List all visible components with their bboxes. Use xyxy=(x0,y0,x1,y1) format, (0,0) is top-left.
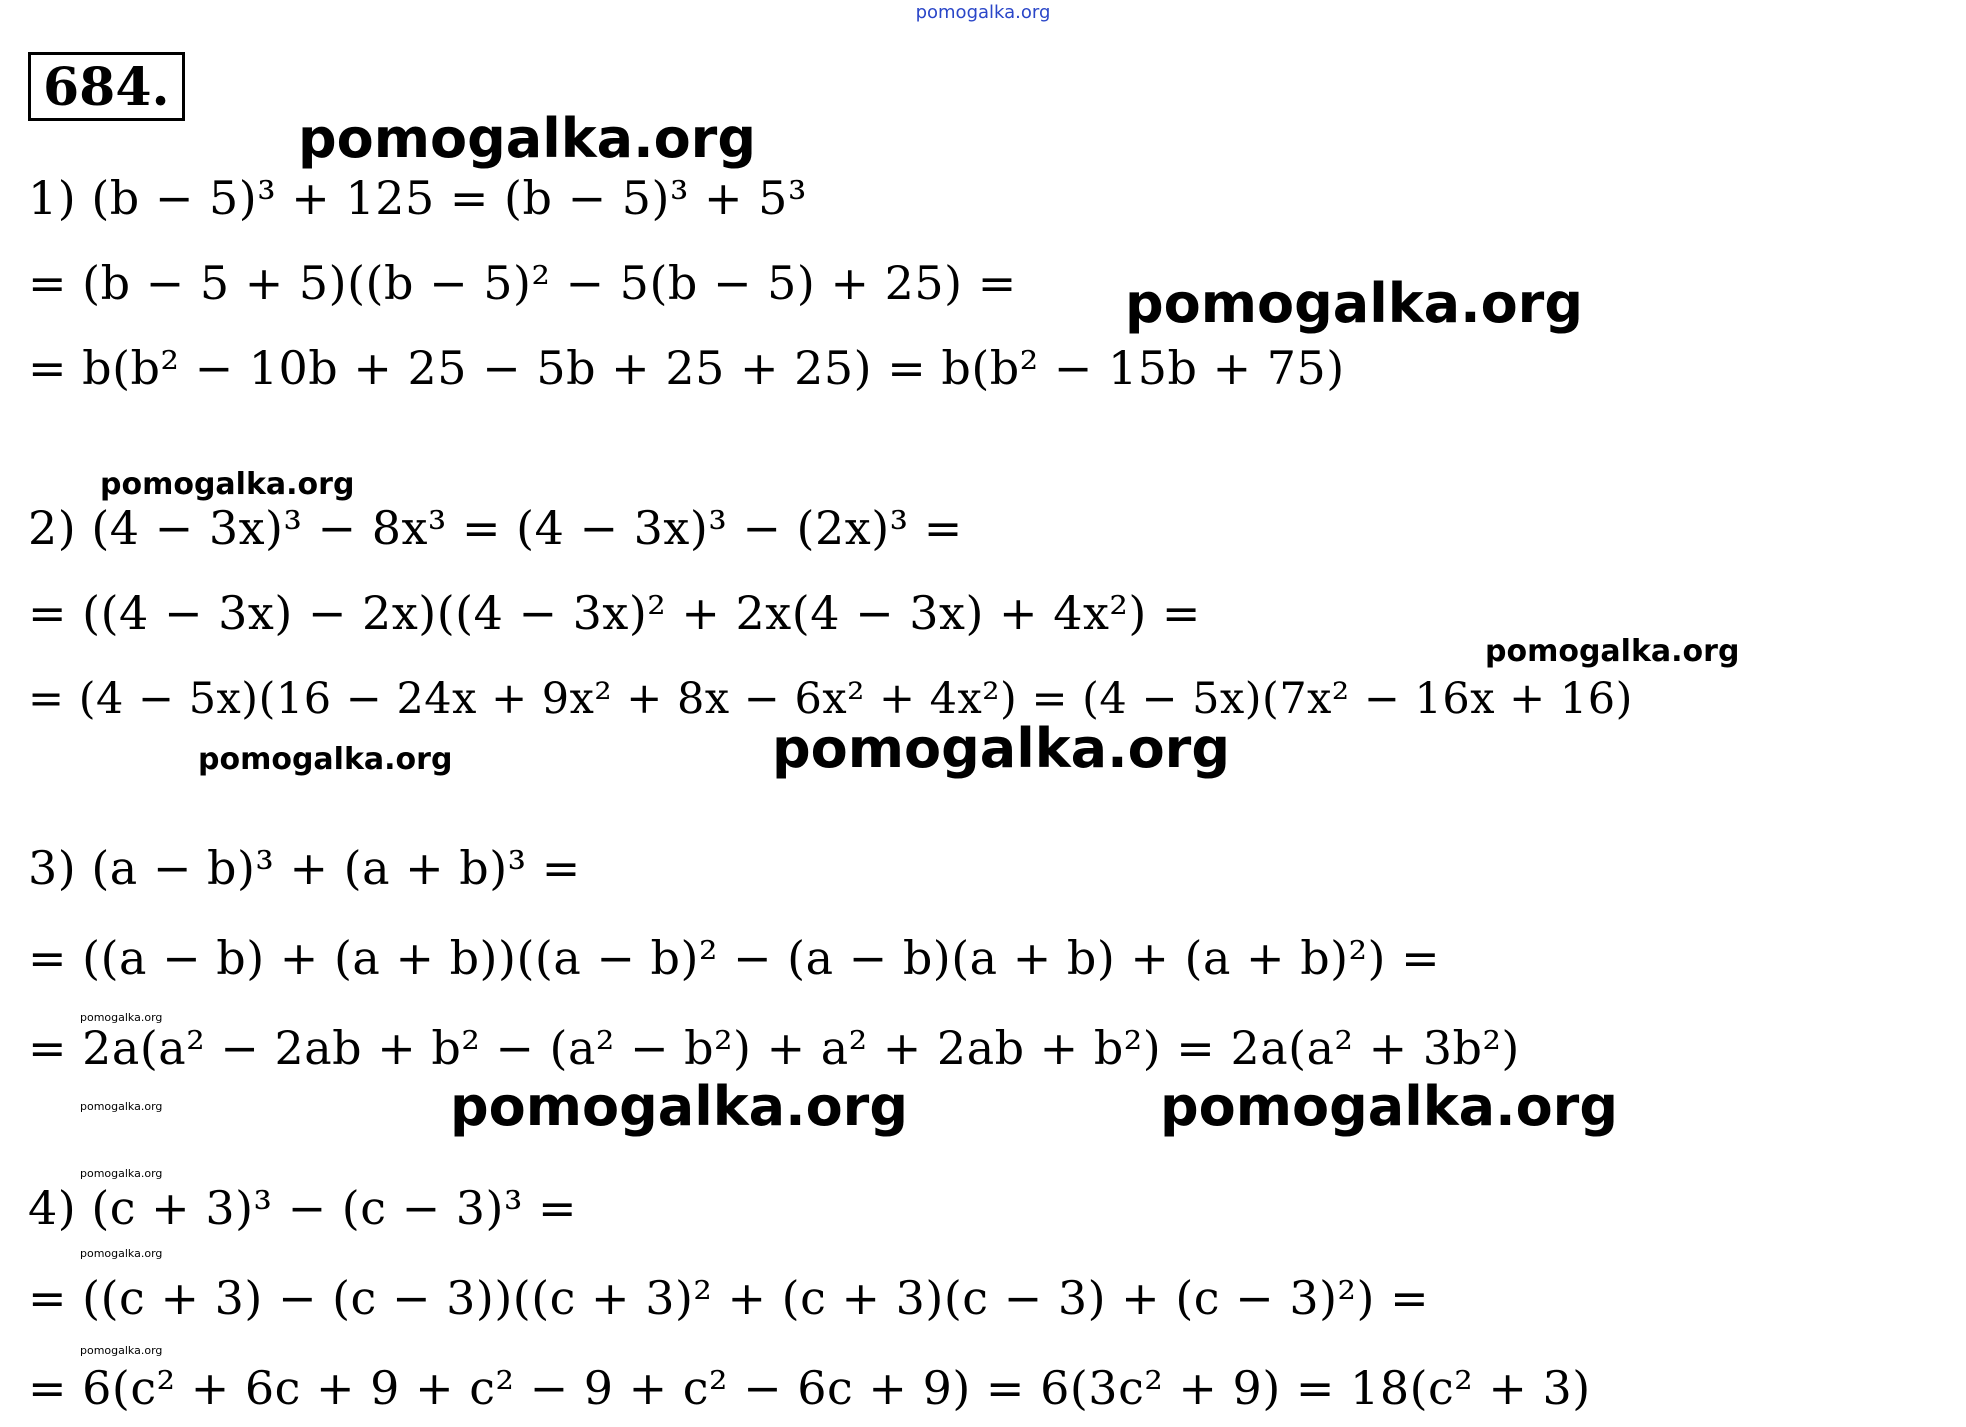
item-4-line-3: = 6(c² + 6c + 9 + c² − 9 + c² − 6c + 9) = 6(3c² + 9) = 18(c² + 3) xyxy=(28,1361,1591,1415)
item-3-expression-1: (a − b)³ + (a + b)³ = xyxy=(91,841,581,895)
watermark-9: pomogalka.org xyxy=(450,1075,908,1138)
watermark-6: pomogalka.org xyxy=(772,717,1230,780)
item-1-line-1 xyxy=(28,171,807,225)
problem-number: 684. xyxy=(28,52,185,121)
watermark-13: pomogalka.org xyxy=(80,1344,163,1357)
header-watermark: pomogalka.org xyxy=(915,2,1051,23)
item-1-line-2: = (b − 5 + 5)((b − 5)² − 5(b − 5) + 25) = xyxy=(28,256,1017,310)
item-4-label: 4) xyxy=(28,1181,77,1235)
watermark-2: pomogalka.org xyxy=(1125,272,1583,335)
watermark-12: pomogalka.org xyxy=(80,1247,163,1260)
watermark-3: pomogalka.org xyxy=(100,467,355,502)
item-3-line-3: = 2a(a² − 2ab + b² − (a² − b²) + a² + 2ab + b²) = 2a(a² + 3b²) xyxy=(28,1021,1520,1075)
item-3-line-2: = ((a − b) + (a + b))((a − b)² − (a − b)(a + b) + (a + b)²) = xyxy=(28,931,1441,985)
watermark-8: pomogalka.org xyxy=(80,1100,163,1113)
item-1-line-3: = b(b² − 10b + 25 − 5b + 25 + 25) = b(b² − 15b + 75) xyxy=(28,341,1345,395)
watermark-7: pomogalka.org xyxy=(80,1011,163,1024)
watermark-11: pomogalka.org xyxy=(80,1167,163,1180)
item-4-line-1 xyxy=(28,1181,578,1235)
item-4-expression-1: (c + 3)³ − (c − 3)³ = xyxy=(91,1181,578,1235)
item-3-line-1 xyxy=(28,841,581,895)
item-3-label: 3) xyxy=(28,841,77,895)
watermark-5: pomogalka.org xyxy=(198,742,453,777)
item-2-line-2: = ((4 − 3x) − 2x)((4 − 3x)² + 2x(4 − 3x) + 4x²) = xyxy=(28,586,1201,640)
item-2-label: 2) xyxy=(28,501,77,555)
watermark-4: pomogalka.org xyxy=(1485,634,1740,669)
item-2-line-1 xyxy=(28,501,963,555)
watermark-10: pomogalka.org xyxy=(1160,1075,1618,1138)
item-1-expression-1: (b − 5)³ + 125 = (b − 5)³ + 5³ xyxy=(91,171,807,225)
item-2-line-3: = (4 − 5x)(16 − 24x + 9x² + 8x − 6x² + 4x²) = (4 − 5x)(7x² − 16x + 16) xyxy=(28,674,1633,724)
watermark-1: pomogalka.org xyxy=(298,107,756,170)
item-4-line-2: = ((c + 3) − (c − 3))((c + 3)² + (c + 3)(c − 3) + (c − 3)²) = xyxy=(28,1271,1430,1325)
item-1-label: 1) xyxy=(28,171,77,225)
item-2-expression-1: (4 − 3x)³ − 8x³ = (4 − 3x)³ − (2x)³ = xyxy=(91,501,963,555)
